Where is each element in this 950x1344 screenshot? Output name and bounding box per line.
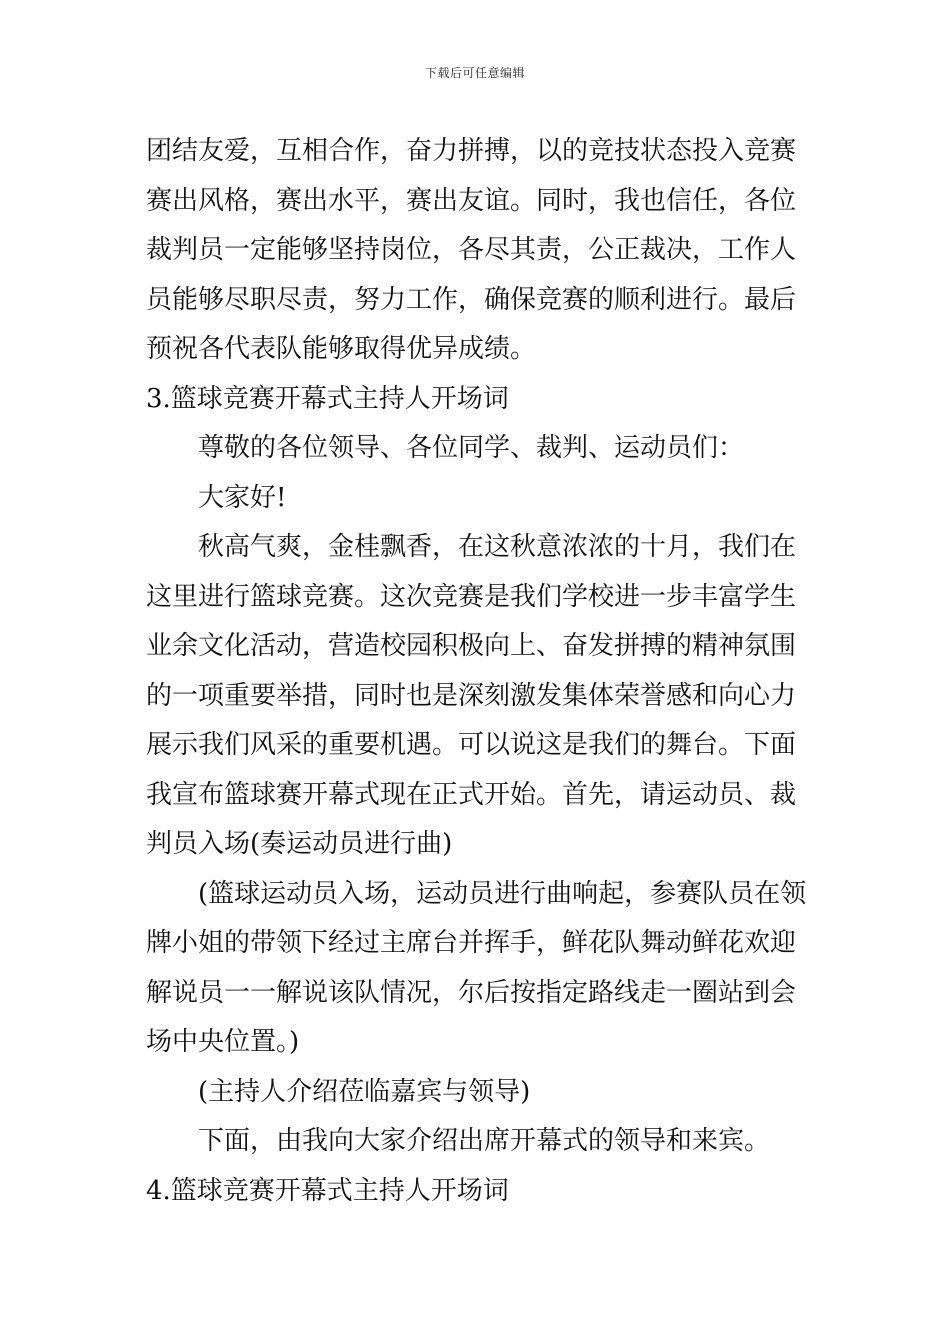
paragraph-line: 秋高气爽，金桂飘香，在这秋意浓浓的十月，我们在 xyxy=(198,532,797,562)
paragraph-line: 我宣布篮球赛开幕式现在正式开始。首先，请运动员、裁 xyxy=(146,779,797,810)
paragraph-line: 业余文化活动，营造校园积极向上、奋发拼搏的精神氛围 xyxy=(146,631,797,661)
section-heading: 4.篮球竞赛开幕式主持人开场词 xyxy=(146,1175,509,1206)
salutation: 尊敬的各位领导、各位同学、裁判、运动员们： xyxy=(198,433,745,463)
section-heading: 3.篮球竞赛开幕式主持人开场词 xyxy=(146,383,509,414)
paragraph-line: 团结友爱，互相合作，奋力拼搏，以的竞技状态投入竞赛 xyxy=(146,136,797,166)
stage-direction-line: (主持人介绍莅临嘉宾与领导) xyxy=(198,1076,531,1107)
paragraph-line: 这里进行篮球竞赛。这次竞赛是我们学校进一步丰富学生 xyxy=(146,581,797,612)
paragraph-line: 赛出风格，赛出水平，赛出友谊。同时，我也信任，各位 xyxy=(146,185,797,216)
paragraph-line: 裁判员一定能够坚持岗位，各尽其责，公正裁决，工作人 xyxy=(146,235,797,265)
stage-direction-line: 解说员一一解说该队情况，尔后按指定路线走一圈站到会 xyxy=(146,977,797,1008)
paragraph-line: 判员入场(奏运动员进行曲) xyxy=(146,829,453,859)
stage-direction-line: (篮球运动员入场，运动员进行曲响起，参赛队员在领 xyxy=(198,878,807,909)
paragraph-line: 下面，由我向大家介绍出席开幕式的领导和来宾。 xyxy=(198,1126,771,1156)
paragraph-line: 展示我们风采的重要机遇。可以说这是我们的舞台。下面 xyxy=(146,730,797,760)
paragraph-line: 预祝各代表队能够取得优异成绩。 xyxy=(146,334,537,364)
document-body xyxy=(146,127,808,1216)
paragraph-line: 员能够尽职尽责，努力工作，确保竞赛的顺利进行。最后 xyxy=(146,284,797,315)
stage-direction-line: 牌小姐的带领下经过主席台并挥手，鲜花队舞动鲜花欢迎 xyxy=(146,928,797,958)
paragraph-line: 的一项重要举措，同时也是深刻激发集体荣誉感和向心力 xyxy=(146,680,797,711)
greeting: 大家好! xyxy=(198,482,287,513)
stage-direction-line: 场中央位置。) xyxy=(146,1027,300,1057)
page-header: 下载后可任意编辑 xyxy=(424,66,525,80)
